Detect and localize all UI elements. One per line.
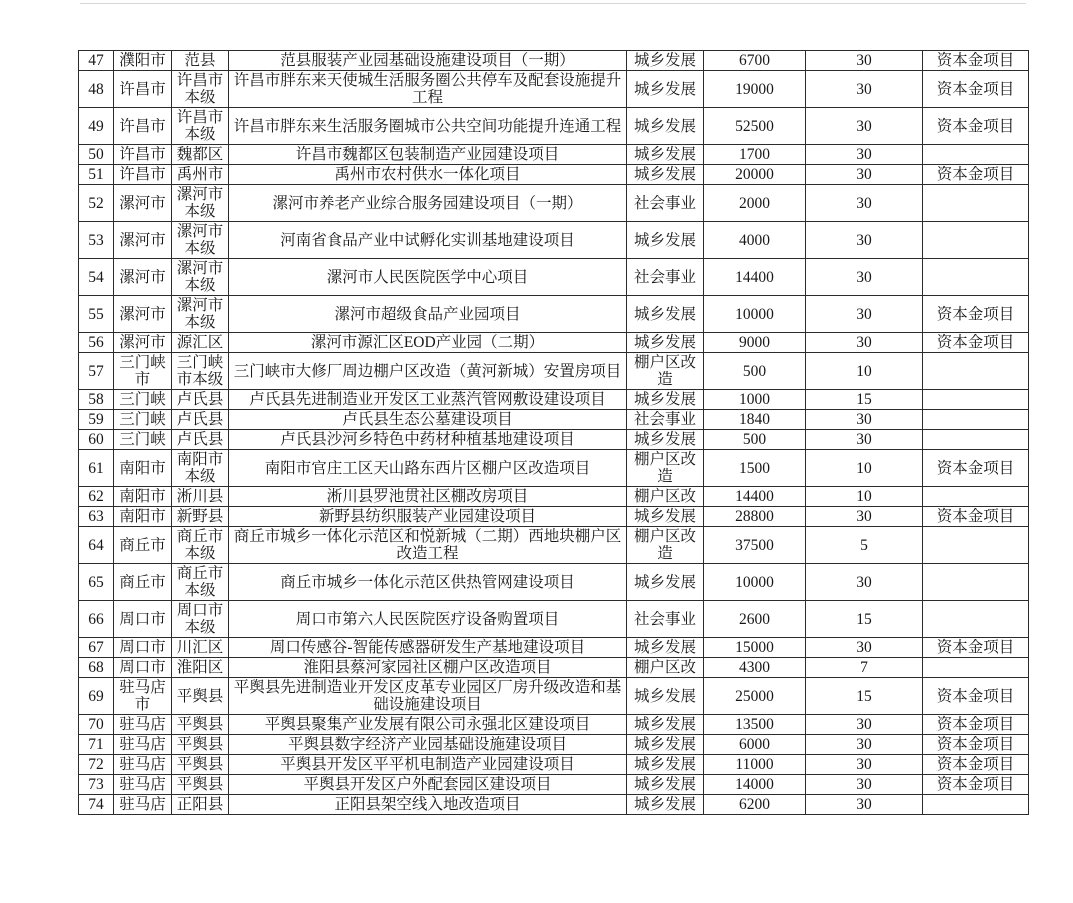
cell-row-number: 65 [79, 564, 114, 601]
cell-category: 社会事业 [627, 185, 704, 222]
cell-city: 漯河市 [114, 259, 172, 296]
cell-note [923, 564, 1029, 601]
cell-category: 城乡发展 [627, 222, 704, 259]
cell-project-name: 周口市第六人民医院医疗设备购置项目 [229, 601, 627, 638]
cell-project-name: 许昌市胖东来天使城生活服务圈公共停车及配套设施提升工程 [229, 71, 627, 108]
cell-city: 驻马店 [114, 735, 172, 755]
cell-row-number: 48 [79, 71, 114, 108]
cell-city: 漯河市 [114, 185, 172, 222]
projects-table-container [78, 50, 1029, 815]
cell-note: 资本金项目 [923, 51, 1029, 71]
cell-note: 资本金项目 [923, 775, 1029, 795]
cell-note [923, 487, 1029, 507]
cell-county: 魏都区 [172, 145, 229, 165]
cell-amount: 15000 [704, 638, 806, 658]
cell-note [923, 185, 1029, 222]
cell-city: 三门峡市 [114, 353, 172, 390]
cell-note: 资本金项目 [923, 296, 1029, 333]
cell-amount: 4000 [704, 222, 806, 259]
cell-note: 资本金项目 [923, 678, 1029, 715]
cell-note: 资本金项目 [923, 715, 1029, 735]
table-row [79, 185, 1029, 222]
table-row [79, 601, 1029, 638]
cell-city: 周口市 [114, 638, 172, 658]
cell-project-name: 正阳县架空线入地改造项目 [229, 795, 627, 815]
cell-note: 资本金项目 [923, 165, 1029, 185]
cell-city: 许昌市 [114, 145, 172, 165]
cell-county: 平舆县 [172, 715, 229, 735]
cell-county: 漯河市本级 [172, 222, 229, 259]
cell-amount: 11000 [704, 755, 806, 775]
cell-county: 禹州市 [172, 165, 229, 185]
cell-note [923, 410, 1029, 430]
cell-row-number: 47 [79, 51, 114, 71]
cell-category: 城乡发展 [627, 390, 704, 410]
cell-amount: 20000 [704, 165, 806, 185]
cell-project-name: 平舆县数字经济产业园基础设施建设项目 [229, 735, 627, 755]
cell-amount: 6700 [704, 51, 806, 71]
cell-amount: 14000 [704, 775, 806, 795]
cell-ratio: 30 [806, 51, 923, 71]
cell-amount: 1840 [704, 410, 806, 430]
cell-amount: 500 [704, 430, 806, 450]
previous-row-remnant-line [80, 3, 1026, 4]
cell-project-name: 河南省食品产业中试孵化实训基地建设项目 [229, 222, 627, 259]
cell-ratio: 30 [806, 296, 923, 333]
cell-note [923, 145, 1029, 165]
cell-category: 城乡发展 [627, 564, 704, 601]
cell-city: 濮阳市 [114, 51, 172, 71]
cell-category: 城乡发展 [627, 715, 704, 735]
cell-note: 资本金项目 [923, 507, 1029, 527]
cell-city: 许昌市 [114, 71, 172, 108]
cell-row-number: 61 [79, 450, 114, 487]
cell-county: 平舆县 [172, 678, 229, 715]
cell-county: 正阳县 [172, 795, 229, 815]
cell-note: 资本金项目 [923, 755, 1029, 775]
cell-ratio: 30 [806, 259, 923, 296]
cell-project-name: 漯河市源汇区EOD产业园（二期） [229, 333, 627, 353]
cell-amount: 19000 [704, 71, 806, 108]
table-row [79, 658, 1029, 678]
cell-ratio: 30 [806, 507, 923, 527]
cell-ratio: 7 [806, 658, 923, 678]
cell-category: 棚户区改 [627, 658, 704, 678]
cell-city: 驻马店市 [114, 678, 172, 715]
table-row [79, 638, 1029, 658]
cell-note: 资本金项目 [923, 638, 1029, 658]
table-row [79, 507, 1029, 527]
cell-project-name: 淅川县罗池贯社区棚改房项目 [229, 487, 627, 507]
cell-county: 漯河市本级 [172, 296, 229, 333]
cell-row-number: 69 [79, 678, 114, 715]
cell-ratio: 30 [806, 755, 923, 775]
cell-category: 城乡发展 [627, 145, 704, 165]
cell-note [923, 390, 1029, 410]
cell-ratio: 15 [806, 390, 923, 410]
cell-city: 南阳市 [114, 487, 172, 507]
cell-city: 三门峡 [114, 410, 172, 430]
cell-ratio: 15 [806, 601, 923, 638]
cell-city: 三门峡 [114, 390, 172, 410]
cell-row-number: 54 [79, 259, 114, 296]
cell-category: 城乡发展 [627, 678, 704, 715]
cell-amount: 52500 [704, 108, 806, 145]
cell-category: 城乡发展 [627, 755, 704, 775]
cell-ratio: 10 [806, 353, 923, 390]
table-row [79, 222, 1029, 259]
cell-county: 范县 [172, 51, 229, 71]
cell-city: 漯河市 [114, 222, 172, 259]
cell-category: 城乡发展 [627, 638, 704, 658]
cell-amount: 13500 [704, 715, 806, 735]
cell-category: 城乡发展 [627, 795, 704, 815]
cell-category: 城乡发展 [627, 51, 704, 71]
cell-project-name: 漯河市人民医院医学中心项目 [229, 259, 627, 296]
cell-city: 周口市 [114, 658, 172, 678]
cell-project-name: 漯河市超级食品产业园项目 [229, 296, 627, 333]
cell-amount: 1000 [704, 390, 806, 410]
cell-ratio: 30 [806, 775, 923, 795]
cell-project-name: 卢氏县沙河乡特色中药材种植基地建设项目 [229, 430, 627, 450]
cell-amount: 10000 [704, 564, 806, 601]
cell-note [923, 795, 1029, 815]
cell-row-number: 56 [79, 333, 114, 353]
cell-amount: 4300 [704, 658, 806, 678]
table-row [79, 564, 1029, 601]
cell-amount: 10000 [704, 296, 806, 333]
cell-county: 漯河市本级 [172, 259, 229, 296]
cell-ratio: 30 [806, 222, 923, 259]
cell-note [923, 527, 1029, 564]
cell-project-name: 商丘市城乡一体化示范区供热管网建设项目 [229, 564, 627, 601]
cell-city: 许昌市 [114, 108, 172, 145]
cell-city: 南阳市 [114, 450, 172, 487]
cell-ratio: 10 [806, 487, 923, 507]
cell-category: 社会事业 [627, 601, 704, 638]
cell-row-number: 71 [79, 735, 114, 755]
cell-county: 卢氏县 [172, 430, 229, 450]
cell-project-name: 卢氏县先进制造业开发区工业蒸汽管网敷设建设项目 [229, 390, 627, 410]
cell-category: 城乡发展 [627, 735, 704, 755]
cell-ratio: 30 [806, 564, 923, 601]
cell-ratio: 30 [806, 145, 923, 165]
cell-amount: 500 [704, 353, 806, 390]
table-row [79, 353, 1029, 390]
cell-note [923, 353, 1029, 390]
table-row [79, 108, 1029, 145]
table-row [79, 145, 1029, 165]
table-row [79, 71, 1029, 108]
cell-row-number: 68 [79, 658, 114, 678]
cell-ratio: 10 [806, 450, 923, 487]
cell-amount: 14400 [704, 259, 806, 296]
cell-amount: 14400 [704, 487, 806, 507]
projects-table [78, 50, 1029, 815]
cell-note: 资本金项目 [923, 333, 1029, 353]
cell-row-number: 66 [79, 601, 114, 638]
cell-note: 资本金项目 [923, 108, 1029, 145]
table-row [79, 795, 1029, 815]
cell-category: 棚户区改 [627, 487, 704, 507]
cell-county: 南阳市本级 [172, 450, 229, 487]
table-row [79, 430, 1029, 450]
cell-ratio: 30 [806, 715, 923, 735]
cell-county: 卢氏县 [172, 390, 229, 410]
cell-county: 周口市本级 [172, 601, 229, 638]
cell-county: 三门峡市本级 [172, 353, 229, 390]
cell-row-number: 62 [79, 487, 114, 507]
cell-amount: 2000 [704, 185, 806, 222]
cell-category: 社会事业 [627, 259, 704, 296]
cell-note: 资本金项目 [923, 450, 1029, 487]
cell-row-number: 73 [79, 775, 114, 795]
cell-row-number: 57 [79, 353, 114, 390]
cell-amount: 1500 [704, 450, 806, 487]
cell-note [923, 658, 1029, 678]
table-body [79, 51, 1029, 815]
cell-row-number: 53 [79, 222, 114, 259]
cell-category: 城乡发展 [627, 108, 704, 145]
cell-project-name: 许昌市胖东来生活服务圈城市公共空间功能提升连通工程 [229, 108, 627, 145]
cell-note [923, 430, 1029, 450]
table-row [79, 735, 1029, 755]
cell-row-number: 59 [79, 410, 114, 430]
table-row [79, 259, 1029, 296]
table-row [79, 678, 1029, 715]
cell-project-name: 平舆县开发区平平机电制造产业园建设项目 [229, 755, 627, 775]
cell-ratio: 30 [806, 795, 923, 815]
cell-row-number: 72 [79, 755, 114, 775]
cell-ratio: 30 [806, 108, 923, 145]
cell-city: 漯河市 [114, 333, 172, 353]
cell-row-number: 67 [79, 638, 114, 658]
cell-row-number: 60 [79, 430, 114, 450]
cell-category: 城乡发展 [627, 430, 704, 450]
table-row [79, 450, 1029, 487]
cell-category: 棚户区改造 [627, 353, 704, 390]
cell-note [923, 222, 1029, 259]
cell-project-name: 淮阳县蔡河家园社区棚户区改造项目 [229, 658, 627, 678]
table-row [79, 165, 1029, 185]
cell-category: 城乡发展 [627, 775, 704, 795]
table-row [79, 487, 1029, 507]
cell-row-number: 51 [79, 165, 114, 185]
cell-county: 许昌市本级 [172, 108, 229, 145]
cell-county: 卢氏县 [172, 410, 229, 430]
cell-category: 棚户区改造 [627, 527, 704, 564]
cell-project-name: 漯河市养老产业综合服务园建设项目（一期） [229, 185, 627, 222]
cell-city: 周口市 [114, 601, 172, 638]
cell-row-number: 74 [79, 795, 114, 815]
cell-row-number: 49 [79, 108, 114, 145]
cell-ratio: 30 [806, 71, 923, 108]
cell-amount: 6200 [704, 795, 806, 815]
cell-ratio: 30 [806, 165, 923, 185]
cell-row-number: 52 [79, 185, 114, 222]
table-row [79, 775, 1029, 795]
cell-ratio: 5 [806, 527, 923, 564]
cell-city: 商丘市 [114, 564, 172, 601]
cell-category: 城乡发展 [627, 71, 704, 108]
cell-category: 城乡发展 [627, 507, 704, 527]
table-row [79, 527, 1029, 564]
cell-project-name: 范县服装产业园基础设施建设项目（一期） [229, 51, 627, 71]
cell-project-name: 新野县纺织服装产业园建设项目 [229, 507, 627, 527]
cell-ratio: 30 [806, 638, 923, 658]
table-row [79, 51, 1029, 71]
cell-city: 驻马店 [114, 775, 172, 795]
cell-city: 驻马店 [114, 795, 172, 815]
cell-project-name: 平舆县聚集产业发展有限公司永强北区建设项目 [229, 715, 627, 735]
cell-project-name: 禹州市农村供水一体化项目 [229, 165, 627, 185]
cell-amount: 6000 [704, 735, 806, 755]
cell-county: 商丘市本级 [172, 564, 229, 601]
cell-project-name: 南阳市官庄工区天山路东西片区棚户区改造项目 [229, 450, 627, 487]
cell-category: 城乡发展 [627, 333, 704, 353]
cell-amount: 1700 [704, 145, 806, 165]
cell-city: 商丘市 [114, 527, 172, 564]
cell-city: 驻马店 [114, 755, 172, 775]
cell-ratio: 30 [806, 735, 923, 755]
cell-ratio: 30 [806, 430, 923, 450]
cell-row-number: 64 [79, 527, 114, 564]
cell-project-name: 平舆县开发区户外配套园区建设项目 [229, 775, 627, 795]
cell-amount: 37500 [704, 527, 806, 564]
cell-note [923, 601, 1029, 638]
cell-project-name: 平舆县先进制造业开发区皮革专业园区厂房升级改造和基础设施建设项目 [229, 678, 627, 715]
table-row [79, 715, 1029, 735]
cell-row-number: 58 [79, 390, 114, 410]
cell-amount: 25000 [704, 678, 806, 715]
cell-category: 城乡发展 [627, 165, 704, 185]
cell-note: 资本金项目 [923, 71, 1029, 108]
cell-note: 资本金项目 [923, 735, 1029, 755]
table-row [79, 410, 1029, 430]
cell-ratio: 30 [806, 333, 923, 353]
cell-county: 平舆县 [172, 775, 229, 795]
cell-city: 三门峡 [114, 430, 172, 450]
cell-amount: 2600 [704, 601, 806, 638]
cell-county: 平舆县 [172, 735, 229, 755]
cell-city: 漯河市 [114, 296, 172, 333]
cell-category: 棚户区改造 [627, 450, 704, 487]
cell-city: 驻马店 [114, 715, 172, 735]
cell-county: 源汇区 [172, 333, 229, 353]
cell-project-name: 卢氏县生态公墓建设项目 [229, 410, 627, 430]
cell-category: 社会事业 [627, 410, 704, 430]
cell-county: 许昌市本级 [172, 71, 229, 108]
cell-county: 淮阳区 [172, 658, 229, 678]
table-row [79, 296, 1029, 333]
cell-project-name: 许昌市魏都区包装制造产业园建设项目 [229, 145, 627, 165]
cell-row-number: 70 [79, 715, 114, 735]
cell-city: 许昌市 [114, 165, 172, 185]
cell-amount: 9000 [704, 333, 806, 353]
cell-project-name: 商丘市城乡一体化示范区和悦新城（二期）西地块棚户区改造工程 [229, 527, 627, 564]
table-row [79, 333, 1029, 353]
cell-note [923, 259, 1029, 296]
cell-county: 平舆县 [172, 755, 229, 775]
cell-project-name: 周口传感谷-智能传感器研发生产基地建设项目 [229, 638, 627, 658]
cell-county: 商丘市本级 [172, 527, 229, 564]
table-row [79, 755, 1029, 775]
cell-county: 漯河市本级 [172, 185, 229, 222]
cell-county: 川汇区 [172, 638, 229, 658]
cell-row-number: 55 [79, 296, 114, 333]
cell-ratio: 15 [806, 678, 923, 715]
cell-row-number: 63 [79, 507, 114, 527]
cell-row-number: 50 [79, 145, 114, 165]
cell-city: 南阳市 [114, 507, 172, 527]
table-row [79, 390, 1029, 410]
cell-county: 新野县 [172, 507, 229, 527]
cell-project-name: 三门峡市大修厂周边棚户区改造（黄河新城）安置房项目 [229, 353, 627, 390]
cell-ratio: 30 [806, 410, 923, 430]
cell-amount: 28800 [704, 507, 806, 527]
cell-ratio: 30 [806, 185, 923, 222]
cell-category: 城乡发展 [627, 296, 704, 333]
cell-county: 淅川县 [172, 487, 229, 507]
